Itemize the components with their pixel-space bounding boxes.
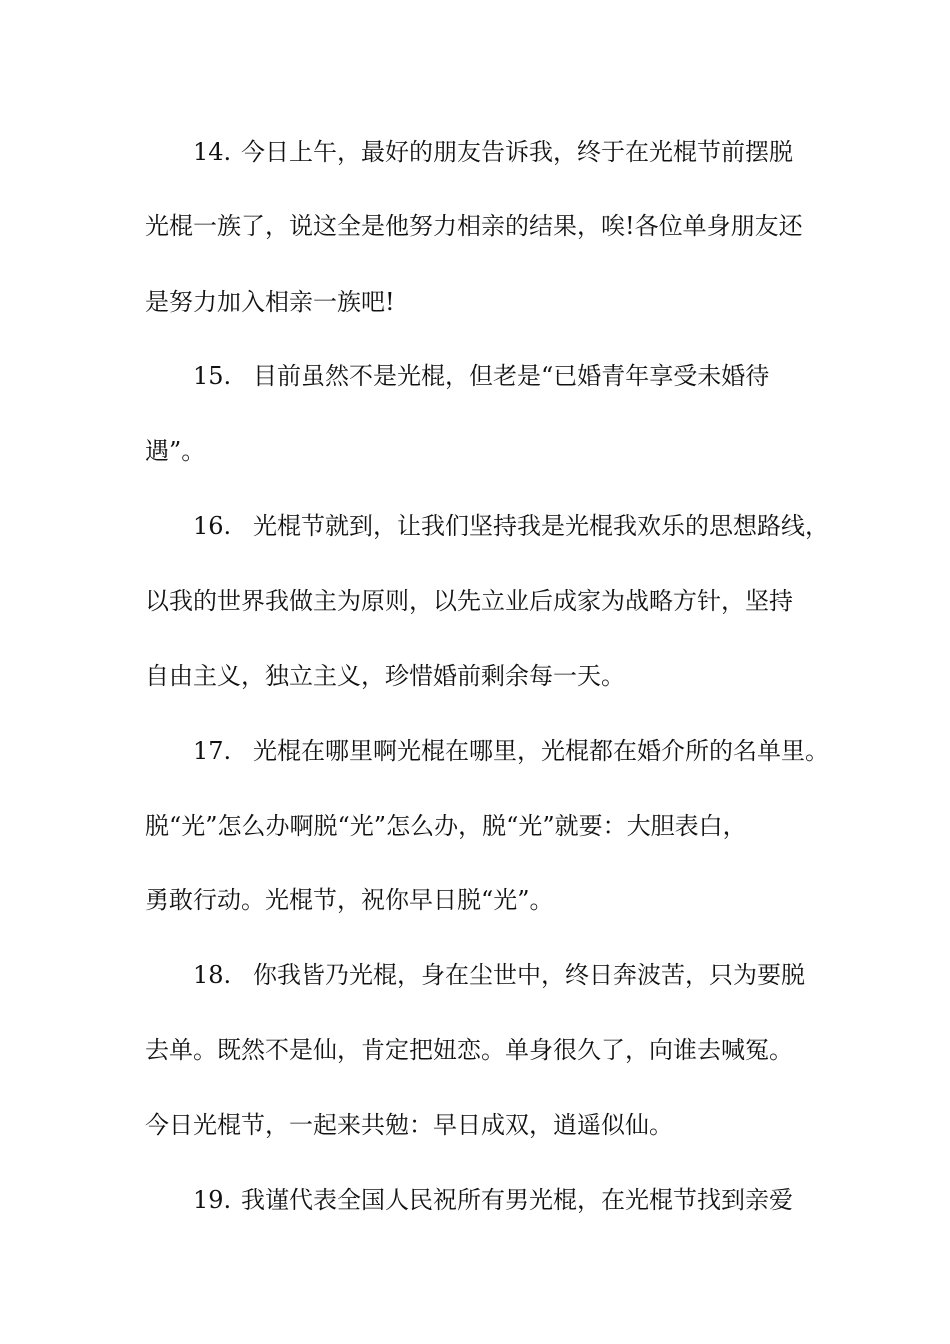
paragraph-number: 19.: [193, 1186, 232, 1214]
paragraph-18-line-1: [193, 955, 883, 995]
paragraph-15-line-2: 遇”。: [145, 437, 206, 465]
paragraph-number: 15.: [193, 362, 232, 390]
paragraph-18-line-2: 去单。既然不是仙，肯定把妞恋。单身很久了，向谁去喊冤。: [145, 1036, 793, 1064]
paragraph-17-line-3: 勇敢行动。光棍节，祝你早日脱“光”。: [145, 886, 554, 914]
paragraph-16-line-1: [193, 506, 883, 546]
paragraph-text: 目前虽然不是光棍，但老是“已婚青年享受未婚待: [253, 362, 770, 390]
paragraph-number: 17.: [193, 737, 232, 765]
paragraph-14-line-3: 是努力加入相亲一族吧!: [145, 288, 395, 316]
paragraph-number: 16.: [193, 512, 232, 540]
paragraph-14-line-2: 光棍一族了，说这全是他努力相亲的结果，唉!各位单身朋友还: [145, 212, 803, 240]
paragraph-16-line-2: 以我的世界我做主为原则，以先立业后成家为战略方针，坚持: [145, 587, 793, 615]
paragraph-18-line-3: 今日光棍节，一起来共勉：早日成双，逍遥似仙。: [145, 1111, 673, 1139]
paragraph-17-line-2: 脱“光”怎么办啊脱“光”怎么办，脱“光”就要：大胆表白，: [145, 812, 747, 840]
paragraph-text: 今日上午，最好的朋友告诉我，终于在光棍节前摆脱: [241, 138, 793, 166]
paragraph-text: 光棍在哪里啊光棍在哪里，光棍都在婚介所的名单里。: [253, 737, 829, 765]
paragraph-15-line-1: [193, 356, 883, 396]
paragraph-number: 14.: [193, 138, 232, 166]
paragraph-text: 你我皆乃光棍，身在尘世中，终日奔波苦，只为要脱: [253, 961, 805, 989]
paragraph-text: 我谨代表全国人民祝所有男光棍，在光棍节找到亲爱: [241, 1186, 793, 1214]
paragraph-16-line-3: 自由主义，独立主义，珍惜婚前剩余每一天。: [145, 662, 625, 690]
paragraph-14-line-1: [193, 132, 883, 172]
paragraph-text: 光棍节就到，让我们坚持我是光棍我欢乐的思想路线，: [253, 512, 829, 540]
paragraph-19-line-1: [193, 1180, 883, 1220]
paragraph-17-line-1: [193, 731, 883, 771]
paragraph-number: 18.: [193, 961, 232, 989]
